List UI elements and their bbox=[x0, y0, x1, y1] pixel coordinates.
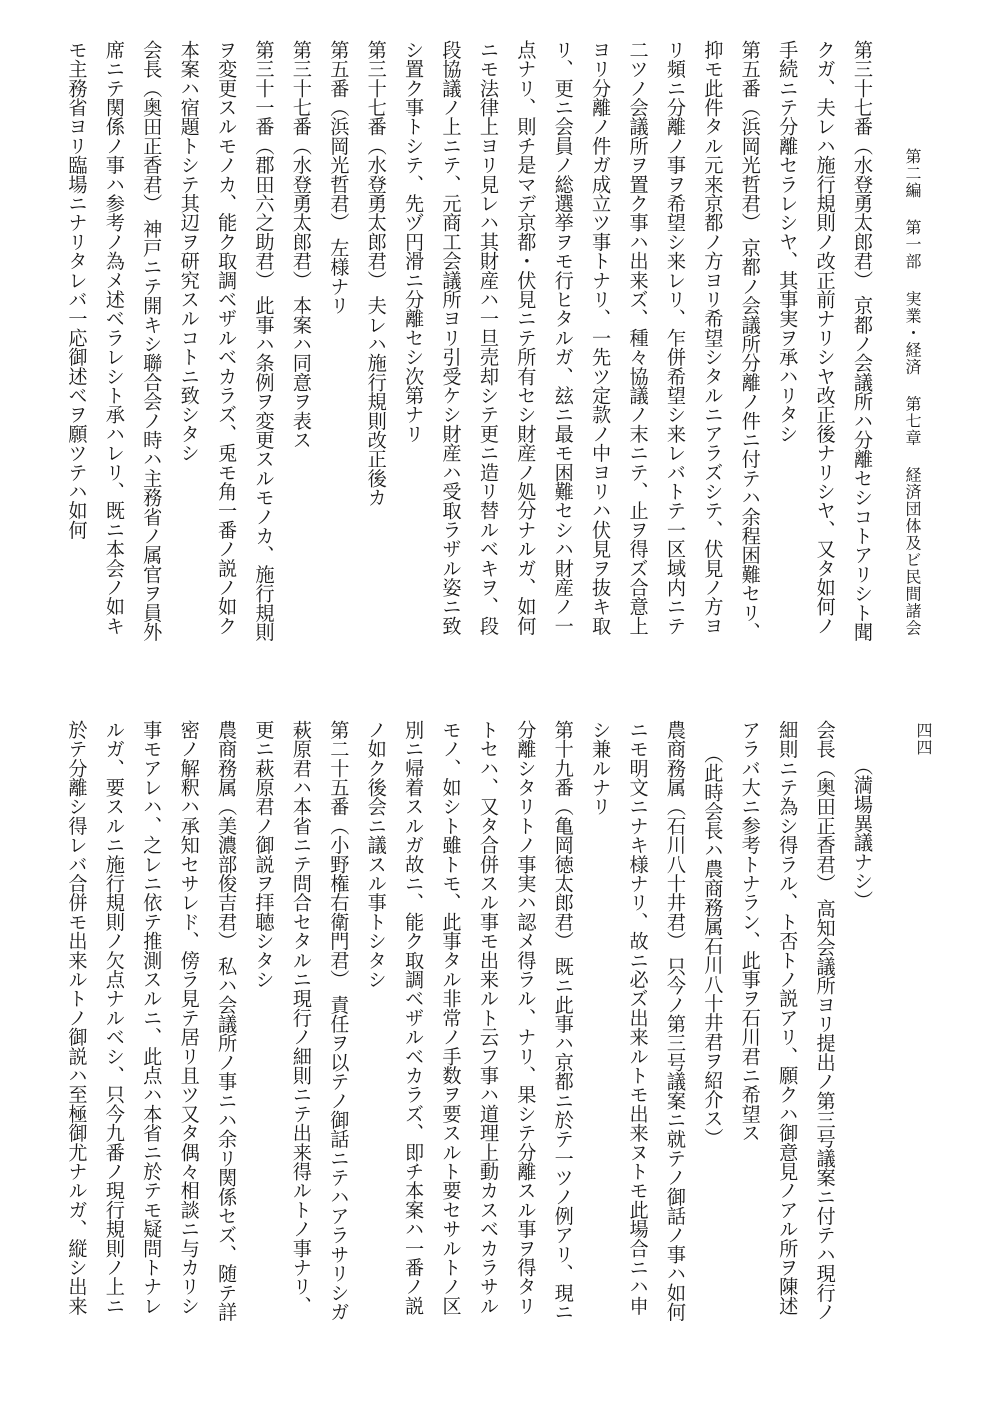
text-line: 分離シタリトノ事実ハ認メ得ラル、ナリ、果シテ分離スル事ヲ得タリ bbox=[514, 720, 538, 1316]
header-bu: 第一部 bbox=[903, 219, 922, 271]
header-title: 経済団体及ビ民間諸会 bbox=[903, 466, 922, 637]
page-number: 四四 bbox=[914, 722, 933, 756]
header-hen: 第二編 bbox=[903, 148, 922, 199]
text-line: 農商務属（石川八十井君） 只今ノ第三号議案ニ就テノ御話ノ事ハ如何 bbox=[663, 720, 687, 1322]
header-sho: 第七章 bbox=[903, 395, 922, 447]
text-line: 点ナリ、則チ是マデ京都・伏見ニテ所有セシ財産ノ処分ナルガ、如何 bbox=[514, 40, 538, 636]
text-line: 第五番（浜岡光哲君） 京都ノ会議所分離ノ件ニ付テハ余程困難セリ、 bbox=[738, 40, 762, 642]
text-line: 第三十七番（水登勇太郎君） 本案ハ同意ヲ表ス bbox=[289, 40, 313, 450]
text-line: ヨリ分離ノ件ガ成立ツ事トナリ、一先ツ定款ノ中ヨリハ伏見ヲ抜キ取 bbox=[589, 40, 613, 636]
text-line: 第三十七番（水登勇太郎君） 京都ノ会議所ハ分離セシコトアリシト聞 bbox=[851, 40, 874, 642]
text-line: シ置ク事トシテ、先ヅ円滑ニ分離セシ次第ナリ bbox=[402, 40, 426, 444]
text-line: 第五番（浜岡光哲君） 左様ナリ bbox=[327, 40, 351, 315]
text-line: 本案ハ宿題トシテ其辺ヲ研究スルコトニ致シタシ bbox=[177, 40, 201, 463]
text-line: 農商務属（美濃部俊吉君） 私ハ会議所ノ事ニハ余リ関係セズ、随テ詳 bbox=[215, 720, 239, 1322]
text-line: 手続ニテ分離セラレシヤ、其事実ヲ承ハリタシ bbox=[776, 40, 800, 444]
text-line: 第三十一番（郡田六之助君） 此事ハ条例ヲ変更スルモノカ、施行規則 bbox=[252, 40, 276, 642]
text-line: 第三十七番（水登勇太郎君） 夫レハ施行規則改正後カ bbox=[364, 40, 388, 507]
text-line: モノ、如シト雖トモ、此事タル非常ノ手数ヲ要スルト要セサルトノ区 bbox=[439, 720, 463, 1316]
lower-text-block bbox=[65, 720, 881, 1330]
text-line: トセハ、又タ合併スル事モ出来ルト云フ事ハ道理上動カスベカラサル bbox=[476, 720, 500, 1316]
text-line: 更ニ萩原君ノ御説ヲ拝聴シタシ bbox=[252, 720, 276, 989]
text-line: 抑モ此件タル元来京都ノ方ヨリ希望シタルニアラズシテ、伏見ノ方ヨ bbox=[701, 40, 725, 636]
text-line: ヲ変更スルモノカ、能ク取調ベザルベカラズ、兎モ角一番ノ説ノ如ク bbox=[215, 40, 239, 636]
text-line: 萩原君ハ本省ニテ問合セタルニ現行ノ細則ニテ出来得ルトノ事ナリ、 bbox=[289, 720, 313, 1316]
text-line: モ主務省ヨリ臨場ニナリタレバ一応御述ベヲ願ツテハ如何 bbox=[65, 40, 89, 540]
text-line: 於テ分離シ得レバ合併モ出来ルトノ御説ハ至極御尤ナルガ、縦シ出来 bbox=[65, 720, 89, 1316]
text-line: シ兼ルナリ bbox=[589, 720, 613, 816]
text-line: 段協議ノ上ニテ、元商工会議所ヨリ引受ケシ財産ハ受取ラザル姿ニ致 bbox=[439, 40, 463, 636]
text-line: （此時会長ハ農商務属石川八十井君ヲ紹介ス） bbox=[701, 744, 725, 1148]
text-line: 第十九番（亀岡徳太郎君） 既ニ此事ハ京都ニ於テ一ツノ例アリ、現ニ bbox=[551, 720, 575, 1322]
text-line: リ頻ニ分離ノ事ヲ希望シ来レリ、乍併希望シ来レバトテ一区域内ニテ bbox=[663, 40, 687, 636]
upper-text-block bbox=[65, 40, 881, 660]
text-line: 細則ニテ為シ得ラル、ト否トノ説アリ、願クハ御意見ノアル所ヲ陳述 bbox=[776, 720, 800, 1316]
running-header bbox=[892, 148, 932, 668]
text-line: ニモ法律上ヨリ見レハ其財産ハ一旦売却シテ更ニ造リ替ルベキヲ、段 bbox=[476, 40, 500, 636]
text-line: 事モアレハ、之レニ依テ推測スルニ、此点ハ本省ニ於テモ疑問トナレ bbox=[140, 720, 164, 1316]
text-line: ニモ明文ニナキ様ナリ、故ニ必ズ出来ルトモ出来ヌトモ此場合ニハ申 bbox=[626, 720, 650, 1316]
text-line: 別ニ帰着スルガ故ニ、能ク取調ベザルベカラズ、即チ本案ハ一番ノ説 bbox=[402, 720, 426, 1316]
text-line: 密ノ解釈ハ承知セサレド、傍ラ見テ居リ且ツ又タ偶々相談ニ与カリシ bbox=[177, 720, 201, 1316]
text-line: アラバ大ニ参考トナラン、此事ヲ石川君ニ希望ス bbox=[738, 720, 762, 1143]
text-line: ルガ、要スルニ施行規則ノ欠点ナルベシ、只今九番ノ現行規則ノ上ニ bbox=[102, 720, 126, 1316]
text-line: 会長（奥田正香君） 神戸ニテ開キシ聯合会ノ時ハ主務省ノ属官ヲ員外 bbox=[140, 40, 164, 642]
text-line: ノ如ク後会ニ議スル事トシタシ bbox=[364, 720, 388, 989]
text-line: リ、更ニ会員ノ総選挙ヲモ行ヒタルガ、玆ニ最モ困難セシハ財産ノ一 bbox=[551, 40, 575, 636]
text-line: （満場異議ナシ） bbox=[851, 756, 874, 910]
text-line: 第二十五番（小野権右衛門君） 責任ヲ以テノ御話ニテハアラサリシガ bbox=[327, 720, 351, 1322]
text-line: 会長（奥田正香君） 高知会議所ヨリ提出ノ第三号議案ニ付テハ現行ノ bbox=[813, 720, 837, 1322]
text-line: 席ニテ関係ノ事ハ参考ノ為メ述ベラレシト承ハレリ、既ニ本会ノ如キ bbox=[102, 40, 126, 636]
text-line: 二ツノ会議所ヲ置ク事ハ出来ズ、種々協議ノ末ニテ、止ヲ得ズ合意上 bbox=[626, 40, 650, 636]
header-jitsugyo: 実業・経済 bbox=[903, 290, 922, 376]
text-line: クガ、夫レハ施行規則ノ改正前ナリシヤ改正後ナリシヤ、又タ如何ノ bbox=[813, 40, 837, 636]
